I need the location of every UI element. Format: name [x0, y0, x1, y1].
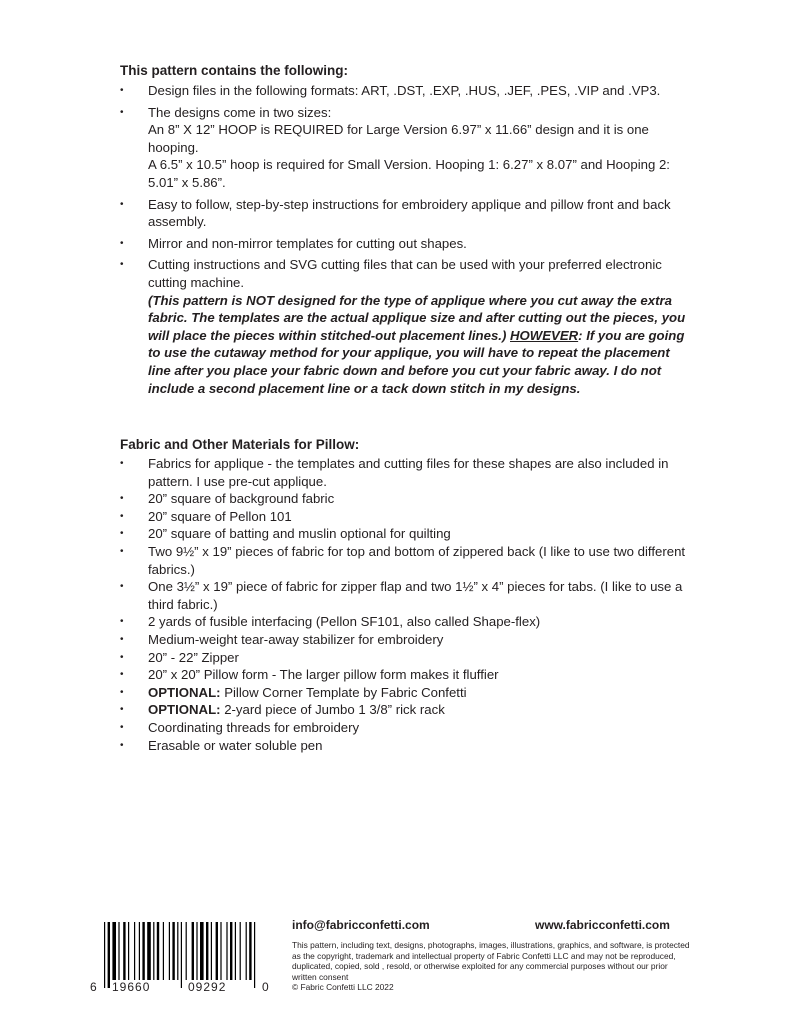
optional-item: Pillow Corner Template by Fabric Confetti — [220, 684, 467, 700]
note-text: : If you are going to use the cutaway method for your applique, you will have to repeat the placement line after you place your fabric down and before you cut your fabric away. I do not include a second placement line or a tack down stitch in my designs. — [148, 327, 685, 396]
note-text: (This pattern is NOT designed for the type of applique where you cut away the extra fabric. The templates are the actual applique size and after cutting out the pieces, you will place the pieces within stitched-out placement lines.) — [148, 292, 686, 343]
barcode-left-digits: 19660 — [112, 980, 151, 994]
list-item: • Medium-weight tear-away stabilizer for embroidery — [120, 631, 690, 649]
list-item: • 20” square of background fabric — [120, 490, 690, 508]
list-item — [120, 256, 690, 397]
contact-email[interactable]: info@fabricconfetti.com — [292, 918, 430, 932]
list-item: • 20” - 22” Zipper — [120, 649, 690, 667]
barcode-check-digit: 0 — [262, 980, 269, 994]
list-item: • Fabrics for applique - the templates and cutting files for these shapes are also included in pattern. I use pre-cut applique. — [120, 455, 690, 490]
materials-heading: Fabric and Other Materials for Pillow: — [120, 437, 360, 452]
sizes-intro: The designs come in two sizes: — [148, 104, 332, 120]
optional-item: 2-yard piece of Jumbo 1 3/8” rick rack — [220, 702, 445, 718]
cutting-instructions: Cutting instructions and SVG cutting files that can be used with your preferred electronic cutting machine. — [148, 257, 662, 290]
barcode-lead-digit: 6 — [90, 980, 97, 994]
legal-text: This pattern, including text, designs, photographs, images, illustrations, graphics, and software, is protected as the copyright, trademark and intellectual property of Fabric Confetti LLC and may not be reproduced, duplicated, copied, sold , resold, or otherwise exploited for any commercial purposes without our prior written consent — [292, 940, 690, 982]
list-item — [120, 104, 690, 192]
barcode-right-digits: 09292 — [188, 980, 227, 994]
contents-heading: This pattern contains the following: — [120, 63, 348, 78]
list-item: • 20” x 20” Pillow form - The larger pillow form makes it fluffier — [120, 666, 690, 684]
optional-label: OPTIONAL: — [148, 702, 221, 718]
list-item: • Erasable or water soluble pen — [120, 737, 690, 755]
list-item — [120, 684, 690, 702]
list-item: • 2 yards of fusible interfacing (Pellon SF101, also called Shape-flex) — [120, 613, 690, 631]
list-item: • One 3½” x 19” piece of fabric for zipper flap and two 1½” x 4” pieces for tabs. (I like to use a third fabric.) — [120, 578, 690, 613]
contents-list — [120, 82, 690, 401]
list-item — [120, 701, 690, 719]
materials-list — [120, 455, 690, 754]
sizes-small: A 6.5” x 10.5” hoop is required for Small Version. Hooping 1: 6.27” x 8.07” and Hooping 2: 5.01” x 5.86”. — [148, 157, 670, 190]
list-item: • Easy to follow, step-by-step instructions for embroidery applique and pillow front and back assembly. — [120, 196, 690, 231]
list-item: • Coordinating threads for embroidery — [120, 719, 690, 737]
website-link[interactable]: www.fabricconfetti.com — [535, 918, 670, 932]
cutaway-note — [148, 292, 690, 398]
list-item: • Mirror and non-mirror templates for cutting out shapes. — [120, 235, 690, 253]
list-item: • 20” square of batting and muslin optional for quilting — [120, 525, 690, 543]
copyright-line: © Fabric Confetti LLC 2022 — [292, 982, 394, 993]
however-emphasis: HOWEVER — [510, 327, 579, 343]
sizes-large: An 8” X 12” HOOP is REQUIRED for Large Version 6.97” x 11.66” design and it is one hooping. — [148, 122, 649, 155]
list-item: • Two 9½” x 19” pieces of fabric for top and bottom of zippered back (I like to use two different fabrics.) — [120, 543, 690, 578]
optional-label: OPTIONAL: — [148, 684, 221, 700]
list-item: • Design files in the following formats: ART, .DST, .EXP, .HUS, .JEF, .PES, .VIP and .VP3. — [120, 82, 690, 100]
list-item: • 20” square of Pellon 101 — [120, 508, 690, 526]
